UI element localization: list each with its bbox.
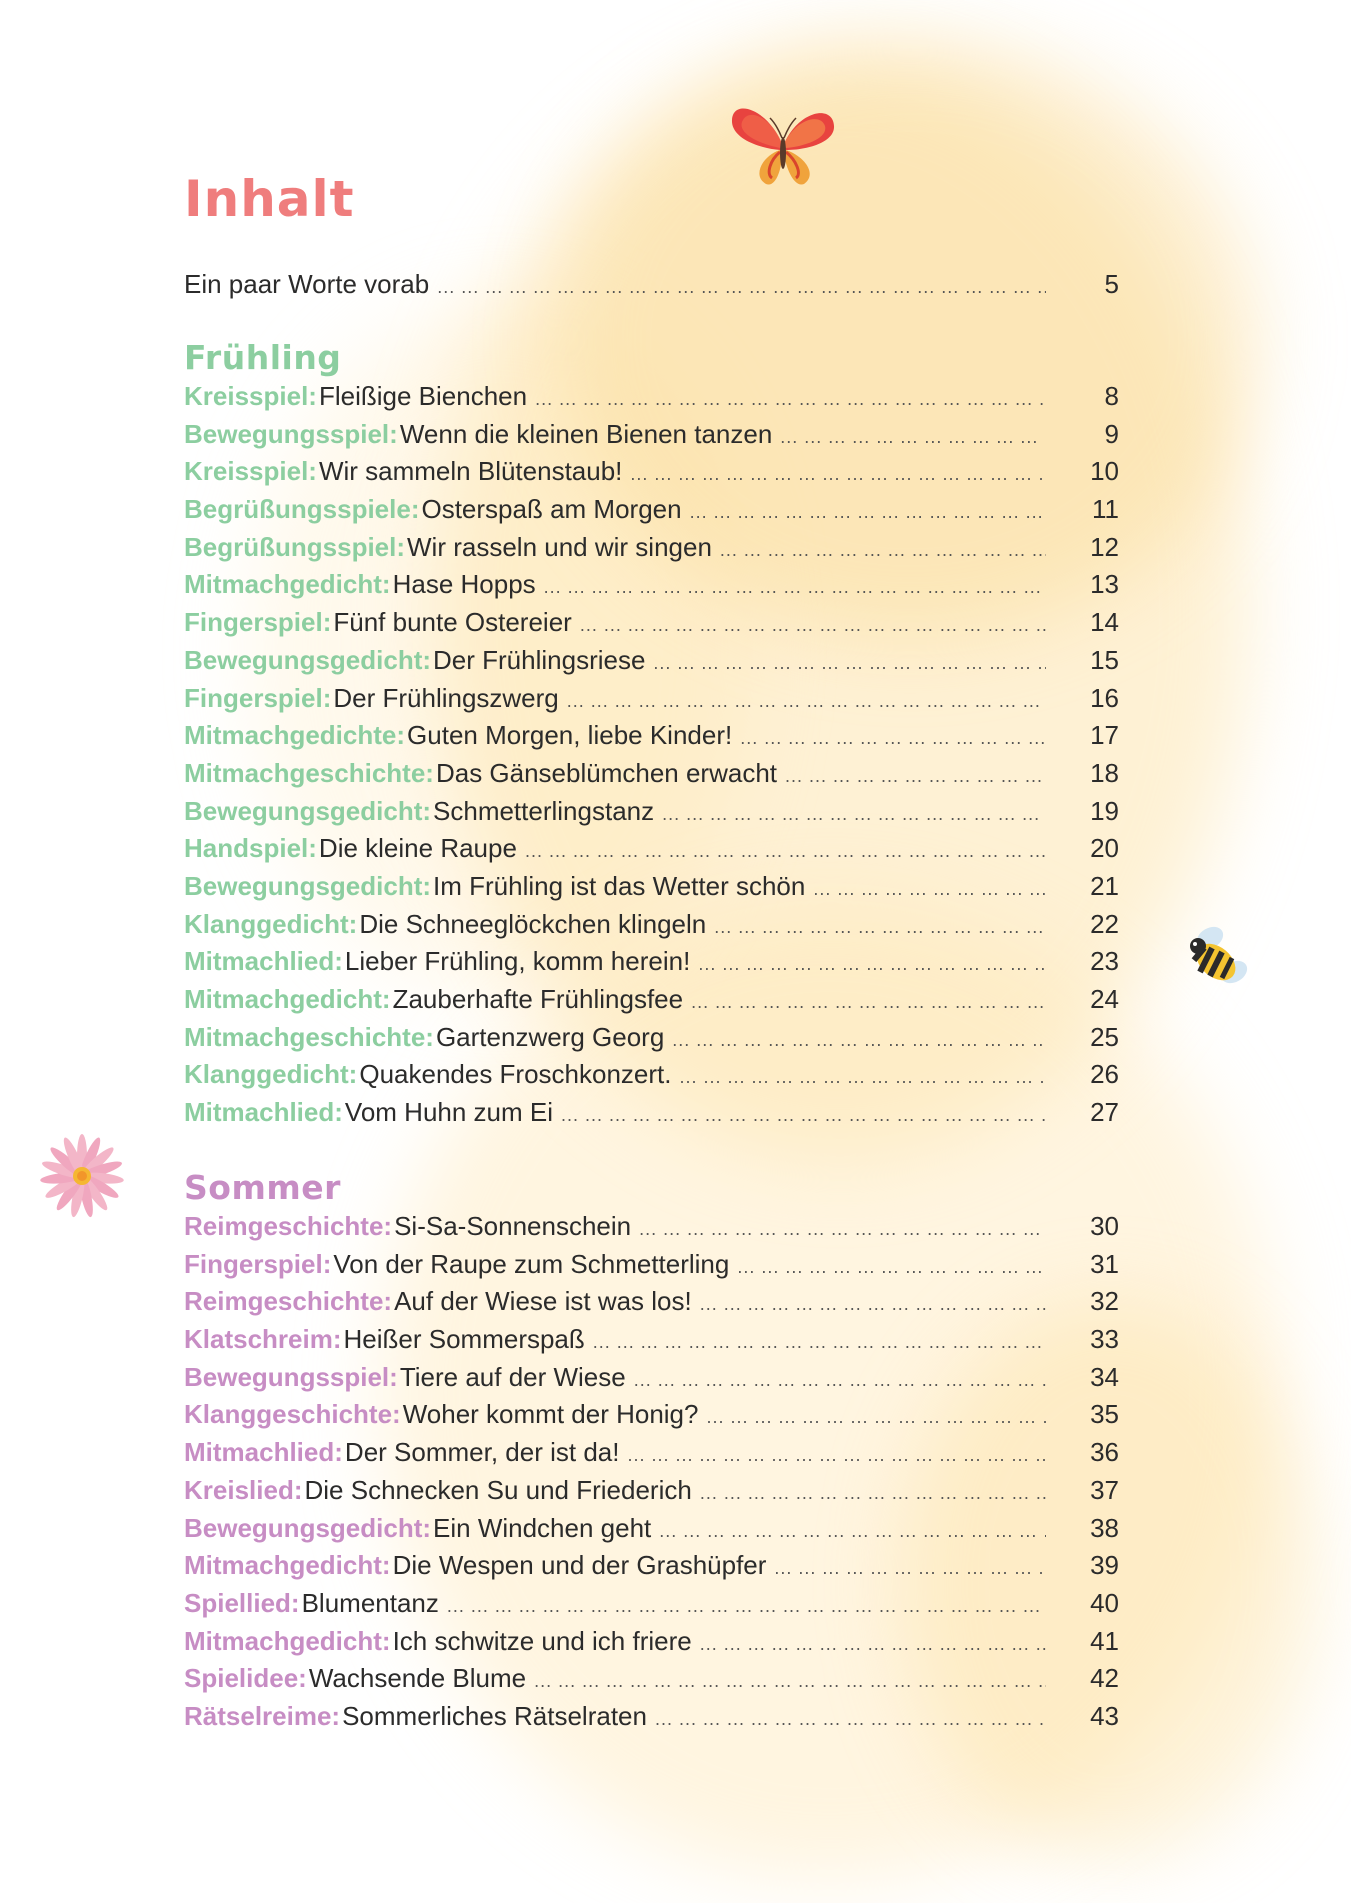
toc-entry-page: 13 (1090, 569, 1119, 600)
leader-dots (653, 645, 1046, 683)
toc-entry-page: 16 (1090, 682, 1119, 713)
leader-dots (567, 683, 1046, 721)
leader-dots (534, 1663, 1046, 1701)
toc-entry[interactable] (184, 793, 1119, 831)
toc-entry-title: Ein Windchen geht (433, 1512, 652, 1543)
leader-dots (634, 1362, 1046, 1400)
toc-entry[interactable] (184, 378, 1119, 416)
toc-entry[interactable] (184, 1698, 1119, 1736)
toc-entry[interactable] (184, 1056, 1119, 1094)
toc-entry-title: Hase Hopps (392, 569, 536, 600)
toc-entry[interactable] (184, 1019, 1119, 1057)
toc-entry-title: Blumentanz (301, 1587, 439, 1618)
toc-entry-label: Mitmachlied: (184, 1097, 343, 1128)
toc-entry-title: Der Frühlingszwerg (333, 682, 559, 713)
toc-entry-title: Wir sammeln Blütenstaub! (318, 456, 623, 487)
toc-entry-page: 24 (1090, 984, 1119, 1014)
leader-dots (698, 946, 1046, 984)
toc-entry-label: Klanggedicht: (184, 1059, 358, 1090)
toc-entry-title: Osterspaß am Morgen (421, 494, 682, 525)
toc-entry-page: 14 (1090, 607, 1119, 638)
toc-entry-label: Mitmachgedicht: (184, 1550, 391, 1581)
leader-dots (740, 720, 1046, 758)
toc-entry-page: 25 (1090, 1021, 1119, 1052)
leader-dots (720, 532, 1046, 570)
toc-entry-page: 11 (1092, 494, 1119, 525)
toc-entry-page: 30 (1090, 1211, 1119, 1241)
leader-dots (535, 381, 1046, 419)
toc-entry-label: Kreislied: (184, 1474, 303, 1505)
toc-entry-title: Vom Huhn zum Ei (344, 1097, 554, 1128)
toc-entry-page: 5 (1104, 269, 1119, 299)
leader-dots (627, 1437, 1046, 1475)
toc-entry-page: 40 (1090, 1587, 1119, 1618)
toc-entry-label: Bewegungsgedicht: (184, 644, 432, 675)
toc-entry-label: Reimgeschichte: (184, 1211, 393, 1241)
toc-entry-title: Die kleine Raupe (318, 833, 517, 864)
toc-entry-label: Mitmachgeschichte: (184, 757, 434, 788)
toc-entry-title: Sommerliches Rätselraten (342, 1700, 647, 1731)
toc-entry-label: Klatschreim: (184, 1324, 342, 1355)
page-title: Inhalt (184, 170, 355, 228)
leader-dots (785, 758, 1046, 796)
toc-entry-label: Fingerspiel: (184, 682, 332, 713)
toc-entry-title: Von der Raupe zum Schmetterling (333, 1248, 730, 1279)
toc-entry-page: 18 (1090, 757, 1119, 788)
toc-entry[interactable] (184, 453, 1119, 491)
toc-entry-page: 17 (1090, 720, 1119, 751)
toc-entry-page: 33 (1090, 1324, 1119, 1355)
toc-entry[interactable] (184, 981, 1119, 1019)
toc-entry-label: Mitmachlied: (184, 1437, 343, 1468)
toc-entry-title: Im Frühling ist das Wetter schön (433, 870, 806, 901)
toc-entry-page: 20 (1090, 833, 1119, 864)
toc-entry-intro[interactable] (184, 266, 1119, 304)
toc-entry-page: 23 (1090, 946, 1119, 977)
toc-entry-title: Fünf bunte Ostereier (333, 607, 572, 638)
toc-entry-title: Die Wespen und der Grashüpfer (392, 1550, 767, 1581)
toc-entry-title: Ich schwitze und ich friere (392, 1625, 692, 1656)
toc-entry-label: Klanggeschichte: (184, 1399, 401, 1430)
toc-entry-label: Spielidee: (184, 1663, 307, 1694)
toc-entry-page: 26 (1090, 1059, 1119, 1090)
toc-entry[interactable] (184, 1321, 1119, 1359)
toc-entry-label: Rätselreime: (184, 1700, 341, 1731)
toc-entry-page: 19 (1090, 795, 1119, 826)
toc-entry-label: Mitmachgedichte: (184, 720, 406, 751)
leader-dots (813, 871, 1046, 909)
butterfly-icon (728, 98, 838, 190)
toc-entry-page: 42 (1090, 1663, 1119, 1694)
section-heading-spring: Frühling (184, 338, 342, 377)
toc-entry-label: Kreisspiel: (184, 381, 317, 411)
toc-entry[interactable] (184, 604, 1119, 642)
toc-entry-page: 39 (1090, 1550, 1119, 1581)
toc-entry-page: 22 (1090, 908, 1119, 939)
toc-entry-title: Wir rasseln und wir singen (407, 531, 712, 562)
toc-entry[interactable] (184, 1246, 1119, 1284)
leader-dots (655, 1701, 1046, 1739)
leader-dots (447, 1588, 1046, 1626)
leader-dots (714, 909, 1046, 947)
toc-entry-page: 21 (1090, 870, 1119, 901)
toc-entry-page: 34 (1090, 1361, 1119, 1392)
intro-list (184, 266, 1119, 304)
spring-entries (184, 378, 1119, 1132)
toc-entry-page: 38 (1090, 1512, 1119, 1543)
leader-dots (593, 1324, 1046, 1362)
toc-entry-title: Wachsende Blume (308, 1663, 527, 1694)
toc-entry[interactable] (184, 491, 1119, 529)
toc-entry-label: Mitmachgedicht: (184, 984, 391, 1014)
toc-entry[interactable] (184, 566, 1119, 604)
toc-entry-title: Si-Sa-Sonnenschein (394, 1211, 632, 1241)
toc-entry-page: 8 (1104, 381, 1119, 411)
leader-dots (737, 1249, 1046, 1287)
toc-entry-label: Spiellied: (184, 1587, 300, 1618)
toc-entry-page: 31 (1090, 1248, 1119, 1279)
toc-entry-label: Fingerspiel: (184, 1248, 332, 1279)
toc-entry[interactable] (184, 1283, 1119, 1321)
leader-dots (672, 1022, 1046, 1060)
toc-entry-page: 9 (1104, 418, 1119, 449)
toc-entry-page: 36 (1090, 1437, 1119, 1468)
leader-dots (580, 607, 1046, 645)
toc-entry-title: Lieber Frühling, komm herein! (344, 946, 691, 977)
leader-dots (639, 1211, 1046, 1249)
leader-dots (780, 419, 1046, 457)
toc-entry-title: Auf der Wiese ist was los! (394, 1286, 692, 1317)
toc-entry-label: Reimgeschichte: (184, 1286, 393, 1317)
leader-dots (700, 1626, 1046, 1664)
toc-entry-title: Heißer Sommerspaß (343, 1324, 585, 1355)
toc-entry-title: Guten Morgen, liebe Kinder! (407, 720, 733, 751)
toc-entry-title: Gartenzwerg Georg (435, 1021, 665, 1052)
toc-entry-title: Woher kommt der Honig? (402, 1399, 699, 1430)
toc-entry-label: Begrüßungsspiele: (184, 494, 420, 525)
leader-dots (525, 833, 1046, 871)
toc-entry[interactable] (184, 1472, 1119, 1510)
toc-entry-title: Fleißige Bienchen (318, 381, 528, 411)
bee-icon (1180, 922, 1256, 998)
toc-entry-page: 43 (1090, 1700, 1119, 1731)
toc-entry-label: Klanggedicht: (184, 908, 358, 939)
leader-dots (680, 1059, 1047, 1097)
leader-dots (659, 1513, 1046, 1551)
leader-dots (700, 1286, 1046, 1324)
toc-entry-page: 10 (1090, 456, 1119, 487)
toc-entry[interactable] (184, 1510, 1119, 1548)
toc-entry[interactable] (184, 1623, 1119, 1661)
summer-entries (184, 1208, 1119, 1736)
leader-dots (700, 1475, 1046, 1513)
leader-dots (630, 456, 1046, 494)
toc-entry-title: Der Frühlingsriese (433, 644, 646, 675)
toc-entry-title: Tiere auf der Wiese (399, 1361, 626, 1392)
toc-entry-page: 27 (1090, 1097, 1119, 1128)
toc-entry[interactable] (184, 830, 1119, 868)
toc-entry[interactable] (184, 755, 1119, 793)
toc-entry[interactable] (184, 1208, 1119, 1246)
toc-entry-title: Die Schneeglöckchen klingeln (359, 908, 707, 939)
toc-entry-label: Mitmachlied: (184, 946, 343, 977)
toc-entry-label: Mitmachgeschichte: (184, 1021, 434, 1052)
toc-entry[interactable] (184, 416, 1119, 454)
toc-entry[interactable] (184, 1585, 1119, 1623)
toc-entry[interactable] (184, 943, 1119, 981)
flower-icon (40, 1134, 124, 1218)
toc-entry-label: Fingerspiel: (184, 607, 332, 638)
toc-entry-page: 35 (1090, 1399, 1119, 1430)
toc-entry[interactable] (184, 1396, 1119, 1434)
toc-entry[interactable] (184, 1094, 1119, 1132)
toc-entry[interactable] (184, 1547, 1119, 1585)
toc-entry-title: Ein paar Worte vorab (184, 269, 430, 299)
toc-entry-label: Bewegungsgedicht: (184, 795, 432, 826)
leader-dots (690, 494, 1046, 532)
toc-entry-title: Quakendes Froschkonzert. (359, 1059, 672, 1090)
toc-entry-label: Kreisspiel: (184, 456, 317, 487)
toc-entry-label: Mitmachgedicht: (184, 569, 391, 600)
toc-entry-label: Bewegungsgedicht: (184, 1512, 432, 1543)
leader-dots (437, 269, 1046, 307)
toc-entry[interactable] (184, 906, 1119, 944)
leader-dots (662, 796, 1046, 834)
toc-entry-title: Zauberhafte Frühlingsfee (392, 984, 684, 1014)
toc-entry-label: Mitmachgedicht: (184, 1625, 391, 1656)
toc-entry[interactable] (184, 680, 1119, 718)
toc-entry-page: 41 (1090, 1625, 1119, 1656)
toc-entry[interactable] (184, 1434, 1119, 1472)
toc-entry-page: 15 (1090, 644, 1119, 675)
toc-entry-page: 32 (1090, 1286, 1119, 1317)
leader-dots (544, 569, 1046, 607)
toc-entry[interactable] (184, 717, 1119, 755)
toc-entry-label: Bewegungsspiel: (184, 1361, 398, 1392)
toc-entry[interactable] (184, 1359, 1119, 1397)
toc-entry-title: Wenn die kleinen Bienen tanzen (399, 418, 773, 449)
leader-dots (774, 1550, 1046, 1588)
toc-entry-page: 12 (1090, 531, 1119, 562)
toc-entry[interactable] (184, 529, 1119, 567)
toc-entry[interactable] (184, 868, 1119, 906)
leader-dots (706, 1399, 1046, 1437)
toc-entry-page: 37 (1090, 1474, 1119, 1505)
toc-entry-label: Bewegungsgedicht: (184, 870, 432, 901)
toc-entry[interactable] (184, 1660, 1119, 1698)
toc-entry-label: Handspiel: (184, 833, 317, 864)
toc-entry-label: Bewegungsspiel: (184, 418, 398, 449)
toc-entry[interactable] (184, 642, 1119, 680)
toc-entry-label: Begrüßungsspiel: (184, 531, 406, 562)
toc-entry-title: Schmetterlingstanz (433, 795, 655, 826)
toc-entry-title: Der Sommer, der ist da! (344, 1437, 620, 1468)
section-heading-summer: Sommer (184, 1168, 341, 1207)
leader-dots (691, 984, 1046, 1022)
toc-entry-title: Das Gänseblümchen erwacht (435, 757, 778, 788)
leader-dots (561, 1097, 1046, 1135)
toc-entry-title: Die Schnecken Su und Friederich (304, 1474, 692, 1505)
